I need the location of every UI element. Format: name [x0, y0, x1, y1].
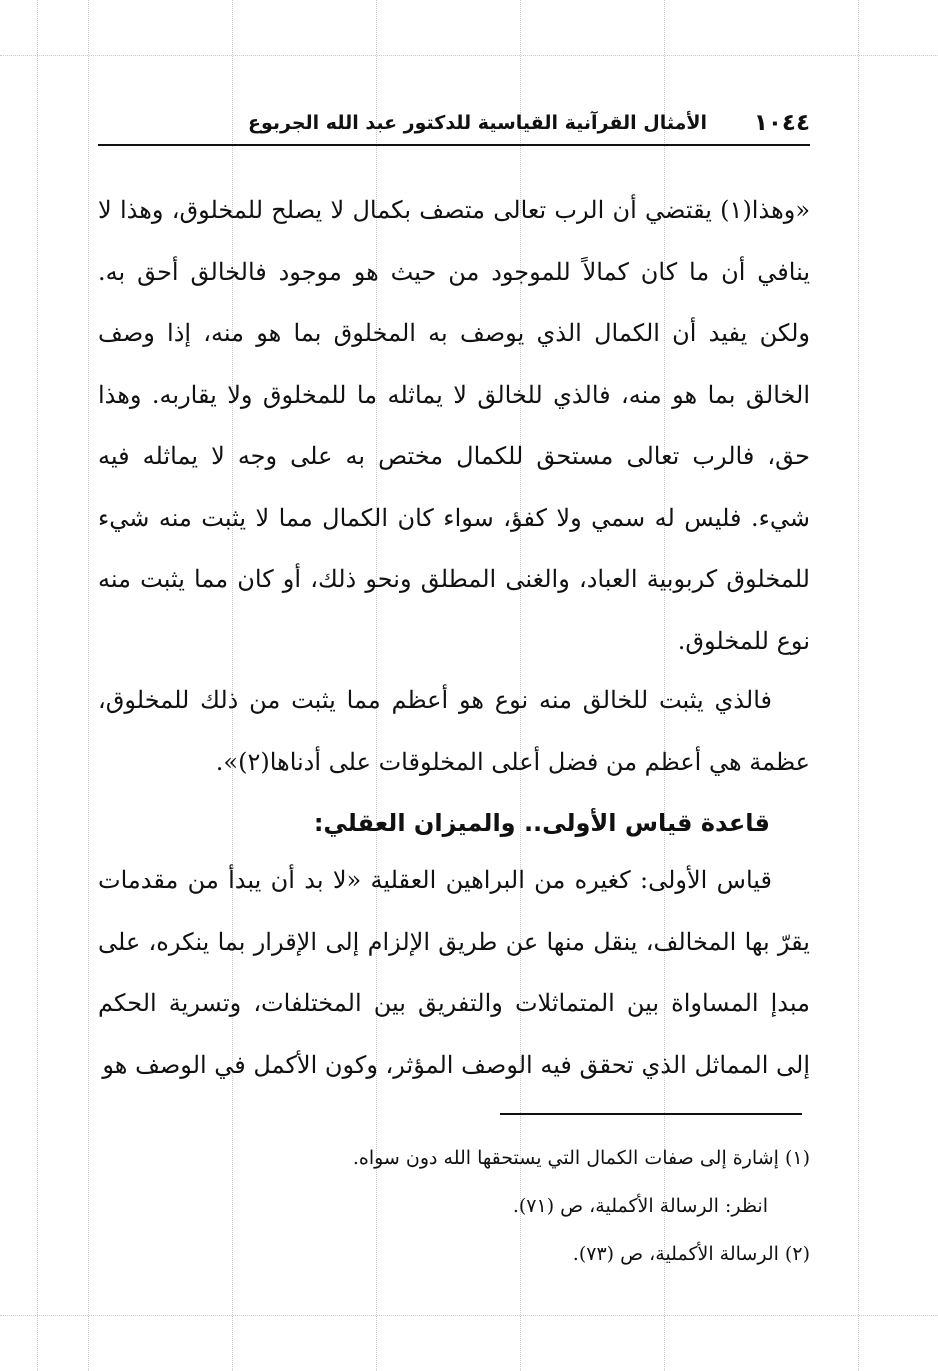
- page-number: ١٠٤٤: [753, 110, 810, 136]
- body-paragraph: «وهذا(١) يقتضي أن الرب تعالى متصف بكمال لا يصلح للمخلوق، وهذا لا ينافي أن ما كان كمالاً للموجود من حيث هو موجود فالخالق أحق به. ولكن يفيد أن الكمال الذي يوصف به المخلوق بما هو منه، إذا وصف الخالق بما هو منه، فالذي للخالق لا يماثله ما للمخلوق ولا يقاربه. وهذا حق، فالرب تعالى مستحق للكمال مختص به على وجه لا يماثله فيه شيء. فليس له سمي ولا كفؤ، سواء كان الكمال مما لا يثبت منه شيء للمخلوق كربوبية العباد، والغنى المطلق ونحو ذلك، أو كان مما يثبت منه نوع للمخلوق.: [98, 196, 811, 655]
- footnote: انظر: الرسالة الأكملية، ص (٧١).: [512, 1195, 768, 1217]
- body-paragraph: قياس الأولى: كغيره من البراهين العقلية «لا بد أن يبدأ من مقدمات يقرّ بها المخالف، ينقل منها عن طريق الإلزام إلى الإقرار بما ينكره، على مبدإ المساواة بين المتماثلات والتفريق بين المختلفات، وتسرية الحكم إلى المماثل الذي تحقق فيه الوصف المؤثر، وكون الأكمل في الوصف هو: [98, 866, 810, 1079]
- footnotes: [140, 1138, 810, 1282]
- footnote: (٢) الرسالة الأكملية، ص (٧٣).: [572, 1243, 810, 1265]
- scan-artifact-line: [858, 0, 859, 1371]
- body-paragraph: فالذي يثبت للخالق منه نوع هو أعظم مما يثبت من ذلك للمخلوق، عظمة هي أعظم من فضل أعلى المخلوقات على أدناها(٢)».: [98, 686, 810, 776]
- section-heading: قاعدة قياس الأولى.. والميزان العقلي:: [313, 809, 770, 837]
- footnote-separator: [500, 1113, 802, 1115]
- page-header: [98, 108, 810, 146]
- scan-artifact-line: [37, 0, 38, 1371]
- scan-artifact-line: [0, 55, 938, 56]
- scan-artifact-line: [0, 1315, 938, 1316]
- footnote: (١) إشارة إلى صفات الكمال التي يستحقها الله دون سواه.: [352, 1147, 810, 1169]
- running-title: الأمثال القرآنية القياسية للدكتور عبد الله الجربوع: [248, 112, 708, 134]
- scan-artifact-line: [88, 0, 89, 1371]
